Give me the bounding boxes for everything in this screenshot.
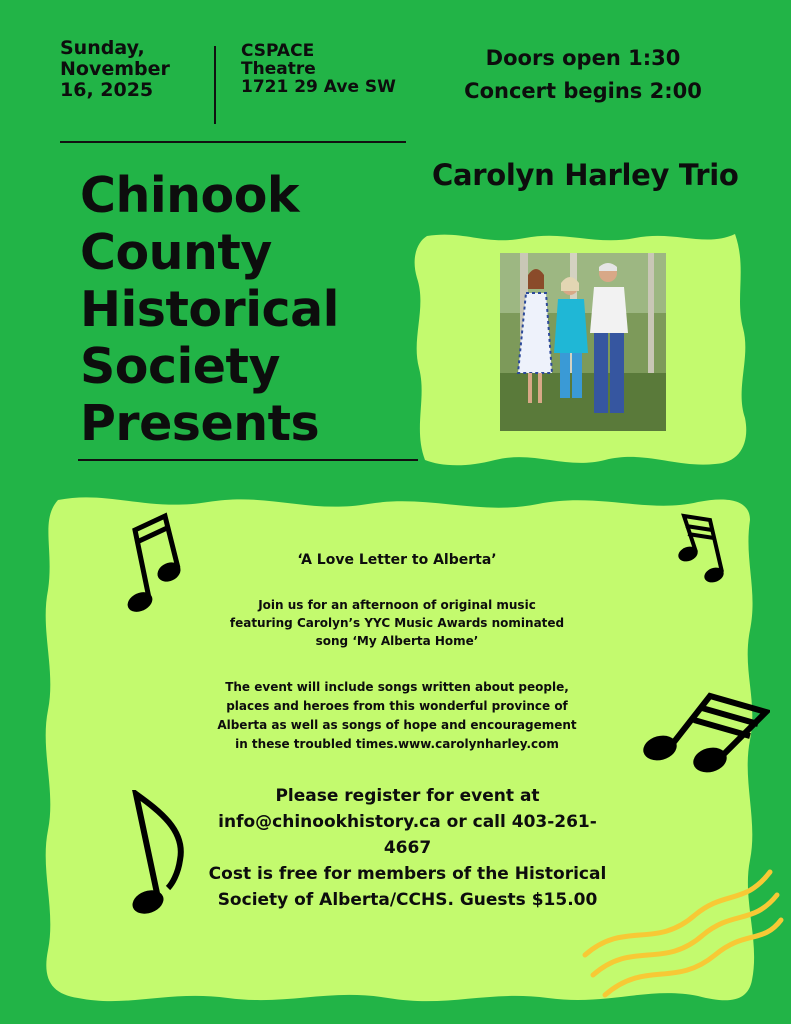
- music-note-icon: [676, 512, 726, 587]
- performer-name: Carolyn Harley Trio: [432, 158, 739, 192]
- event-venue: CSPACE Theatre 1721 29 Ave SW: [241, 41, 396, 97]
- concert-subtitle: ‘A Love Letter to Alberta’: [297, 552, 497, 568]
- event-times: Doors open 1:30 Concert begins 2:00: [464, 46, 702, 103]
- music-note-icon: [640, 690, 770, 775]
- bottom-rule: [78, 459, 418, 461]
- description-paragraph-2: The event will include songs written about people, places and heroes from this wonderful province of Alberta as well as songs of hope and encouragement in these troubled times.www.carolynharley.com: [217, 680, 577, 751]
- top-rule: [60, 141, 406, 143]
- event-date: Sunday, November 16, 2025: [60, 37, 170, 101]
- presenter-title: Chinook County Historical Society Presents: [80, 167, 339, 452]
- description-paragraph-1: Join us for an afternoon of original music featuring Carolyn’s YYC Music Awards nominated song ‘My Alberta Home’: [229, 598, 565, 648]
- music-note-icon: [128, 790, 188, 920]
- trio-photo: [500, 253, 666, 431]
- registration-info: Please register for event at info@chinookhistory.ca or call 403-261- 4667 Cost is free for members of the Historical Society of Alberta/CCHS. Guests $15.00: [208, 786, 607, 910]
- header-divider: [214, 46, 216, 124]
